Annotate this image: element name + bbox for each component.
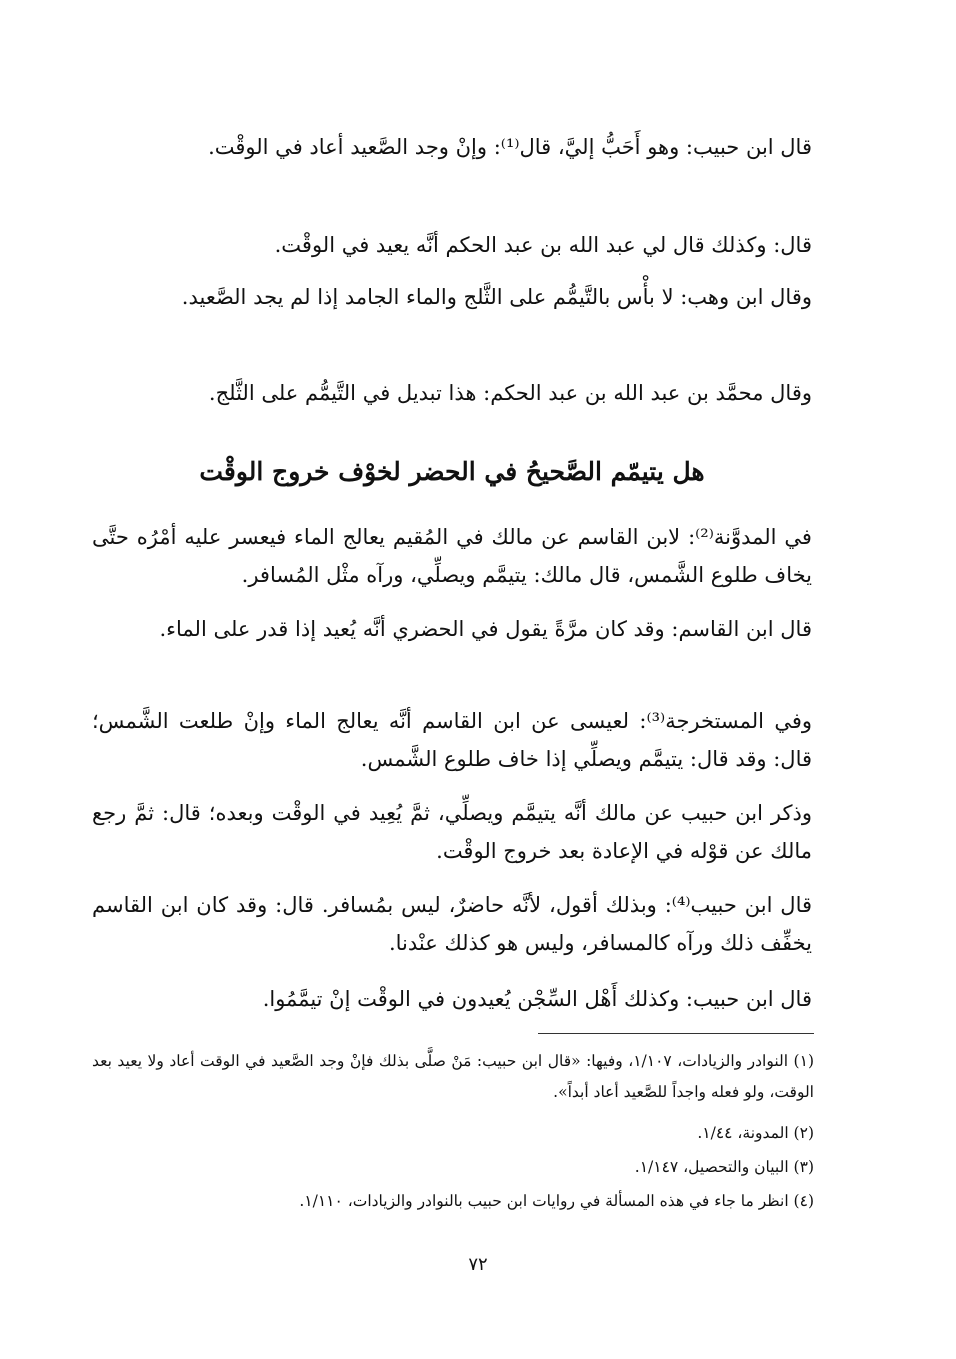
paragraph-ibn-habib-hadir: قال ابن حبيب⁽⁴⁾: وبذلك أقول، لأنَّه حاضرٌ، ليس بمُسافر. قال: وقد كان ابن القاسم يخفِّف ذلك ورآه كالمسافر، وليس هو كذلك عنْدنا. (92, 893, 813, 955)
section-heading: هل يتيمّم الصَّحيحُ في الحضر لخوْف خروج الوقْت (199, 457, 705, 486)
footnote-separator (538, 1033, 814, 1034)
paragraph-ibn-habib-1: قال ابن حبيب: وهو أَحَبُّ إليَّ، قال⁽¹⁾: وإنْ وجد الصَّعيد أعاد في الوقْت. (208, 135, 812, 159)
footnote-3: (٣) البيان والتحصيل، ١/١٤٧. (634, 1158, 814, 1176)
paragraph-ibn-habib-malik: وذكر ابن حبيب عن مالك أنَّه يتيمَّم ويصلِّي، ثمَّ يُعِيد في الوقْت وبعده؛ قال: ثمَّ رجع مالك عن قوْله في الإعادة بعد خروج الوقْت. (92, 801, 812, 863)
page-number: ٧٢ (468, 1254, 488, 1275)
paragraph-ahl-al-sijn: قال ابن حبيب: وكذلك أَهْل السِّجْن يُعيدون في الوقْت إنْ تيمَّمُوا. (262, 987, 812, 1011)
paragraph-muhammad-ibn-abd-allah: وقال محمَّد بن عبد الله بن عبد الحكم: هذا تبديل في التَّيمُّم على الثَّلج. (208, 381, 812, 405)
paragraph-ibn-wahb: وقال ابن وهب: لا بأْس بالتَّيمُّم على الثَّلج والماء الجامد إذا لم يجد الصَّعيد. (181, 285, 812, 309)
paragraph-ibn-abd-al-hakam: قال: وكذلك قال لي عبد الله بن عبد الحكم أنَّه يعيد في الوقْت. (274, 233, 812, 257)
footnote-1: (١) النوادر والزيادات، ١/١٠٧، وفيها: «قال ابن حبيب: مَنْ صلَّى بذلك فإنْ وجد الصَّعيد في الوقت أعاد ولا يعيد بعد الوقت، ولو فعله واجداً للصَّعيد أعاد أبداً». (92, 1052, 814, 1101)
paragraph-mustakhraja: وفي المستخرجة⁽³⁾: لعيسى عن ابن القاسم أنَّه يعالج الماء وإنْ طلعت الشَّمس؛ قال: وقد قال: يتيمَّم ويصلِّي إذا خاف طلوع الشَّمس. (92, 709, 812, 771)
footnote-4: (٤) انظر ما جاء في هذه المسألة في روايات ابن حبيب بالنوادر والزيادات، ١/١١٠. (299, 1192, 814, 1210)
footnote-2: (٢) المدونة، ١/٤٤. (697, 1124, 814, 1142)
paragraph-mudawwana: في المدوَّنة⁽²⁾: لابن القاسم عن مالك في المُقيم يعالج الماء فيعسر عليه أمْرُه حتَّى يخاف طلوع الشَّمس، قال مالك: يتيمَّم ويصلِّي، ورآه مثْل المُسافر. (92, 525, 812, 587)
paragraph-ibn-al-qasim: قال ابن القاسم: وقد كان مرَّةً يقول في الحضري أنَّه يُعيد إذا قدر على الماء. (159, 617, 812, 641)
